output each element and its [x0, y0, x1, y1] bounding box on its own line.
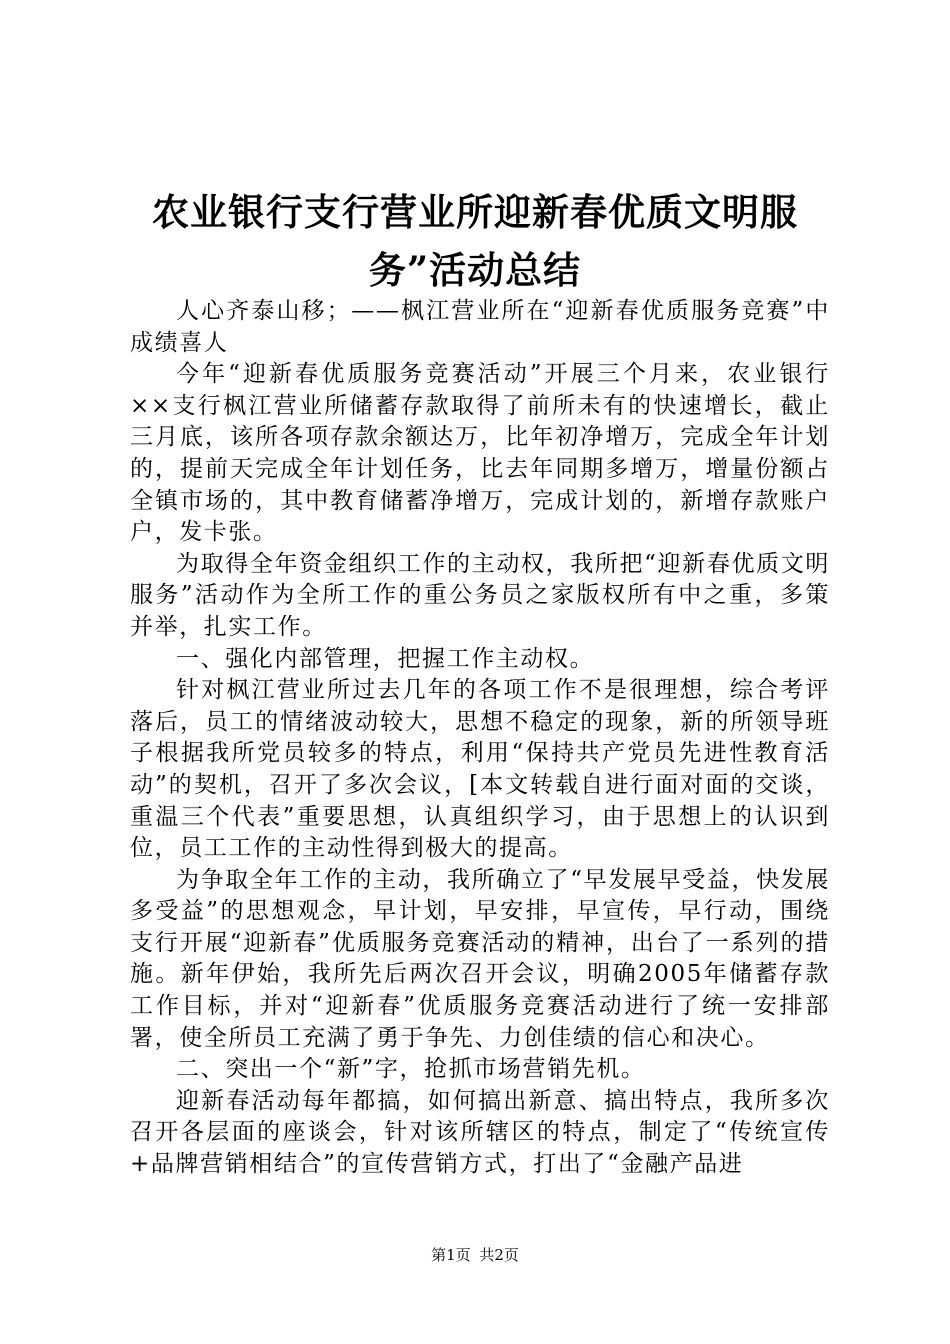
paragraph: 针对枫江营业所过去几年的各项工作不是很理想，综合考评落后，员工的情绪波动较大，思想不稳定的现象，新的所领导班子根据我所党员较多的特点，利用“保持共产党员先进性教育活动”的契机，召开了多次会议，[本文转载自进行面对面的交谈，重温三个代表”重要思想，认真组织学习，由于思想上的认识到位，员工工作的主动性得到极大的提高。	[130, 677, 830, 862]
section-heading: 二、突出一个“新”字，抢抓市场营销先机。	[176, 1056, 646, 1083]
document-body	[130, 296, 830, 1181]
paragraph: 为取得全年资金组织工作的主动权，我所把“迎新春优质文明服务”活动作为全所工作的重公务员之家版权所有中之重，多策并举，扎实工作。	[130, 550, 830, 640]
paragraph-subtitle: 人心齐泰山移；——枫江营业所在“迎新春优质服务竞赛”中成绩喜人	[130, 298, 830, 356]
paragraph: 为争取全年工作的主动，我所确立了“早发展早受益，快发展多受益”的思想观念，早计划，早安排，早宣传，早行动，围绕支行开展“迎新春”优质服务竞赛活动的精神，出台了一系列的措施。新年伊始，我所先后两次召开会议，明确2005年储蓄存款工作目标，并对“迎新春”优质服务竞赛活动进行了统一安排部署，使全所员工充满了勇于争先、力创佳绩的信心和决心。	[130, 866, 830, 1051]
page-footer	[0, 1245, 950, 1265]
page-number: 第1页	[431, 1246, 471, 1264]
section-heading: 一、强化内部管理，把握工作主动权。	[176, 645, 595, 672]
paragraph: 迎新春活动每年都搞，如何搞出新意、搞出特点，我所多次召开各层面的座谈会，针对该所辖区的特点，制定了“传统宣传+品牌营销相结合”的宣传营销方式，打出了“金融产品进	[130, 1087, 830, 1178]
page-total: 共2页	[479, 1246, 519, 1264]
document-title: 农业银行支行营业所迎新春优质文明服务”活动总结	[152, 189, 798, 292]
paragraph: 今年“迎新春优质服务竞赛活动”开展三个月来，农业银行××支行枫江营业所储蓄存款取得了前所未有的快速增长，截止三月底，该所各项存款余额达万，比年初净增万，完成全年计划的，提前天完成全年计划任务，比去年同期多增万，增量份额占全镇市场的，其中教育储蓄净增万，完成计划的，新增存款账户户，发卡张。	[130, 361, 830, 546]
